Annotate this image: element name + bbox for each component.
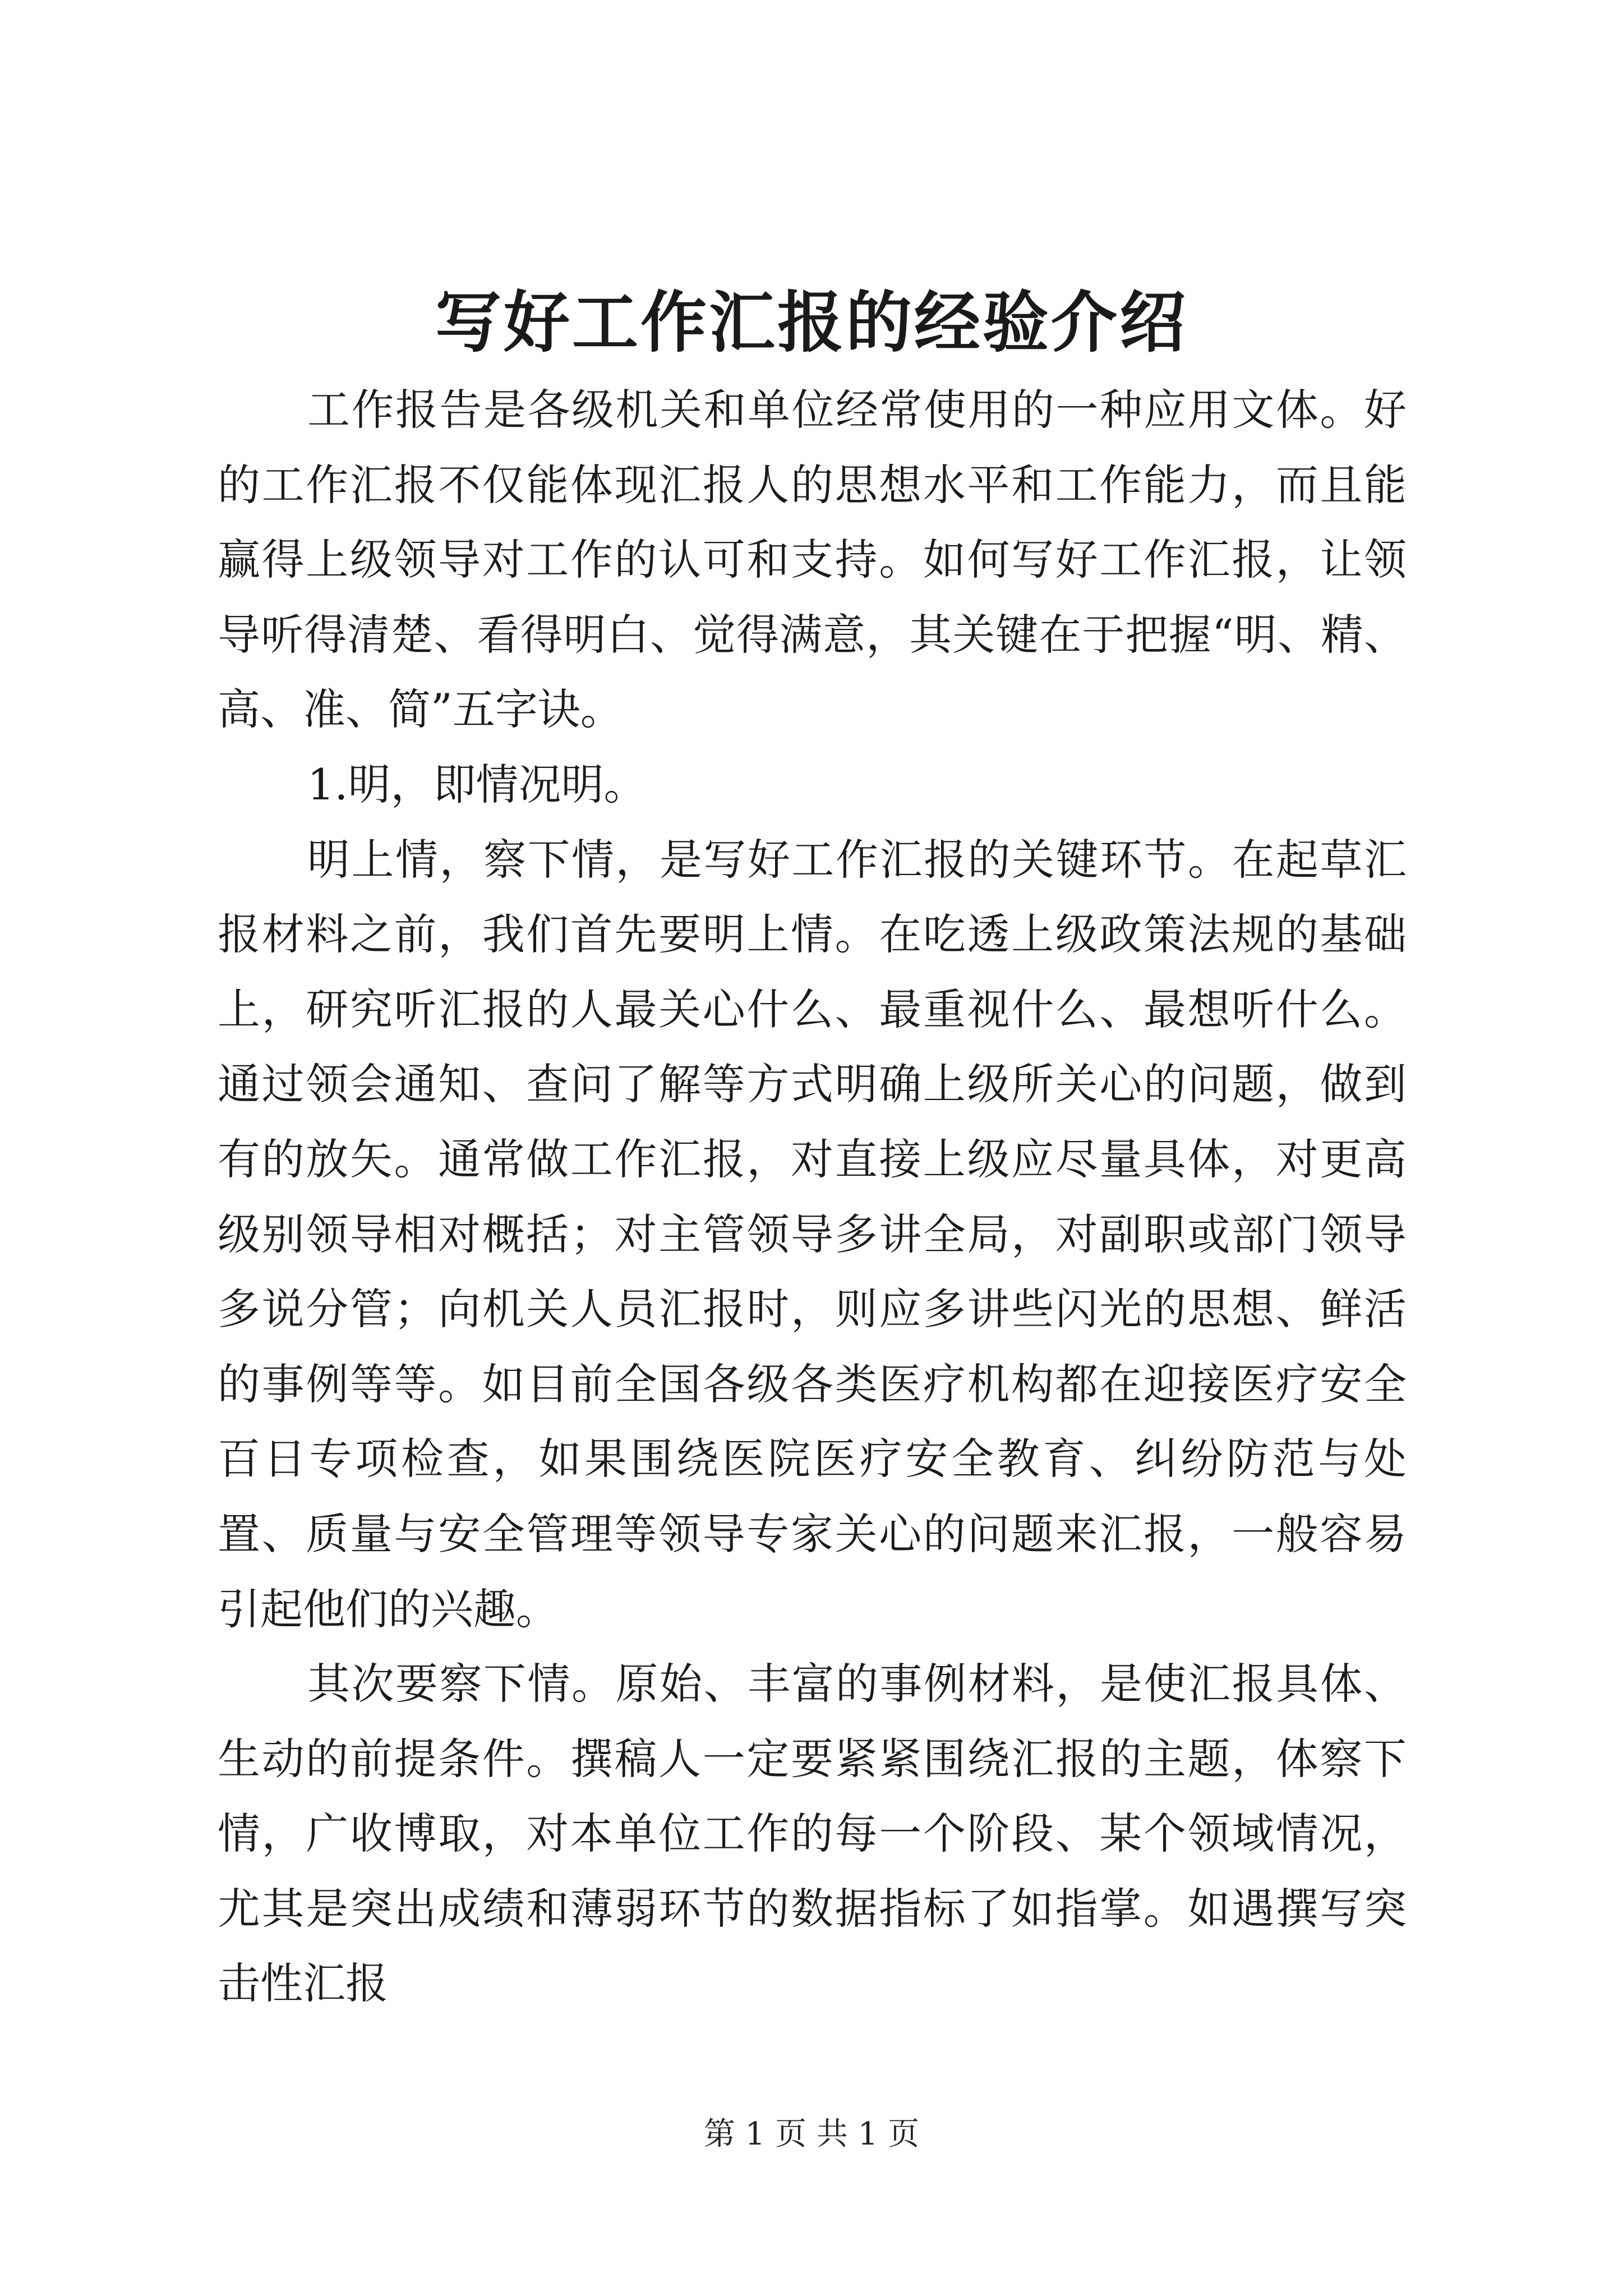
document-title: 写好工作汇报的经验介绍: [435, 283, 1188, 361]
paragraph-ming-shangqing: 明上情，察下情，是写好工作汇报的关键环节。在起草汇报材料之前，我们首先要明上情。在吃透上级政策法规的基础上，研究听汇报的人最关心什么、最重视什么、最想听什么。通过领会通知、查问了解等方式明确上级所关心的问题，做到有的放矢。通常做工作汇报，对直接上级应尽量具体，对更高级别领导相对概括；对主管领导多讲全局，对副职或部门领导多说分管；向机关人员汇报时，则应多讲些闪光的思想、鲜活的事例等等。如目前全国各级各类医疗机构都在迎接医疗安全百日专项检查，如果围绕医院医疗安全教育、纠纷防范与处置、质量与安全管理等领导专家关心的问题来汇报，一般容易引起他们的兴趣。: [218, 834, 1407, 1634]
paragraph-cha-xiaqing: 其次要察下情。原始、丰富的事例材料，是使汇报具体、生动的前提条件。撰稿人一定要紧紧围绕汇报的主题，体察下情，广收博取，对本单位工作的每一个阶段、某个领域情况，尤其是突出成绩和薄弱环节的数据指标了如指掌。如遇撰写突击性汇报: [218, 1659, 1407, 2009]
page-number-footer: 第 1 页 共 1 页: [703, 2116, 920, 2152]
paragraph-intro: 工作报告是各级机关和单位经常使用的一种应用文体。好的工作汇报不仅能体现汇报人的思想水平和工作能力，而且能赢得上级领导对工作的认可和支持。如何写好工作汇报，让领导听得清楚、看得明白、觉得满意，其关键在于把握“明、精、高、准、简”五字诀。: [218, 385, 1407, 735]
document-body: [218, 372, 1407, 2021]
section-heading-ming: 1.明，即情况明。: [307, 759, 647, 809]
